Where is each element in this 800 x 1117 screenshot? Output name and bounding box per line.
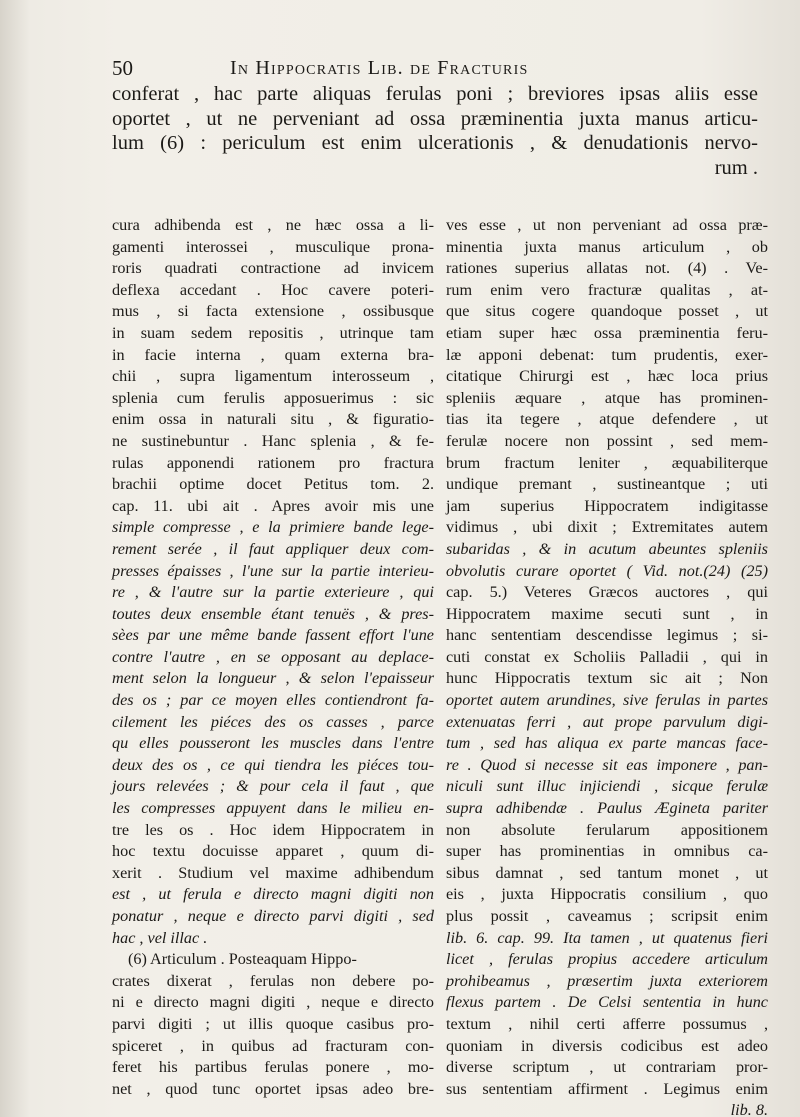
text-line: Hippocratem maxime secuti sunt , in xyxy=(446,604,768,623)
text-line: qu elles pousseront les muscles dans l'entre xyxy=(112,734,434,753)
text-line: deflexa accedant . Hoc cavere poteri- xyxy=(112,280,434,299)
text-line: cilement les piéces des os casses , parce xyxy=(112,712,434,731)
text-line: subaridas , & in acutum abeuntes spleniis xyxy=(446,539,768,558)
text-line: sibus damnat , sed tantum monet , ut xyxy=(446,863,768,882)
text-line: parvi digiti ; ut illis quoque casibus pro- xyxy=(112,1014,434,1033)
text-line: hac , vel illac . xyxy=(112,928,208,947)
text-line: citatique Chirurgi est , hæc loca prius xyxy=(446,367,768,386)
text-line: net , quod tunc oportet ipsas adeo bre- xyxy=(112,1079,434,1098)
text-line: enim ossa in naturali situ , & figuratio- xyxy=(112,410,434,429)
text-line: est , ut ferula e directo magni digiti non xyxy=(112,885,434,904)
text-line: hanc sententiam descendisse legimus ; si- xyxy=(446,626,768,645)
page-header xyxy=(112,56,772,82)
text-line: xerit . Studium vel maxime adhibendum xyxy=(112,863,434,882)
text-line: vidimus , ubi dixit ; Extremitates autem xyxy=(446,518,768,537)
text-line: in facie interna , quam externa bra- xyxy=(112,345,434,364)
text-line: prohibeamus , præsertim juxta exteriorem xyxy=(446,971,768,990)
text-line: diverse scriptum , ut contrariam pror- xyxy=(446,1058,768,1077)
text-line: crates dixerat , ferulas non debere po- xyxy=(112,971,434,990)
text-line: lib. 6. cap. 99. Ita tamen , ut quatenus fieri xyxy=(446,928,768,947)
text-line: cura adhibenda est , ne hæc ossa a li- xyxy=(112,216,434,234)
text-line: tum , sed has aliqua ex parte mancas face- xyxy=(446,734,768,753)
text-line: eis , juxta Hippocratis consilium , quo xyxy=(446,885,768,904)
text-line: contre l'autre , en se opposant au deplace- xyxy=(112,647,434,666)
text-line: etiam super hæc ossa præminentia feru- xyxy=(446,323,768,342)
text-line: obvolutis curare oportet ( Vid. not.(24) (25) xyxy=(446,561,768,580)
text-line: cap. 5.) Veteres Græcos auctores , qui xyxy=(446,583,768,602)
text-line: plus possit , caveamus ; scripsit enim xyxy=(446,907,768,925)
text-line: ponatur , neque e directo parvi digiti , sed xyxy=(112,907,434,925)
text-line: ferulæ nocere non possint , sed mem- xyxy=(446,431,768,450)
text-line: rum enim vero fracturæ qualitas , at- xyxy=(446,280,768,299)
text-line: splenia cum ferulis apposuerimus : sic xyxy=(112,388,434,407)
intro-line: lum (6) : periculum est enim ulcerationis , & denudationis nervo- xyxy=(112,132,758,154)
text-line: lib. 8. xyxy=(730,1101,768,1117)
text-line: læ apponi debenat: tum prudentis, exer- xyxy=(446,345,768,364)
text-line: spiceret , in quibus ad fracturam con- xyxy=(112,1036,434,1055)
text-line: deux des os , ce qui tiendra les piéces tou- xyxy=(112,755,434,774)
text-line: ne sustinebuntur . Hanc splenia , & fe- xyxy=(112,431,434,450)
text-line: jam superius Hippocratem indigitasse xyxy=(446,496,768,515)
text-line: supra adhibendæ . Paulus Ægineta pariter xyxy=(446,799,768,818)
text-line: tre les os . Hoc idem Hippocratem in xyxy=(112,820,434,839)
text-line: re , & l'autre sur la partie exterieure , qui xyxy=(112,583,434,602)
text-line: minentia juxta manus articulum , ob xyxy=(446,237,768,256)
running-title: In Hippocratis Lib. de Fracturis xyxy=(230,57,529,79)
text-line: niculi sunt illuc injiciendi , sicque ferulæ xyxy=(446,777,768,796)
text-line: sus sententiam affirment . Legimus enim xyxy=(446,1079,768,1098)
text-line: in suam sedem repositis , utrinque tam xyxy=(112,323,434,342)
text-line: oportet autem arundines, sive ferulas in partes xyxy=(446,691,768,710)
page-number: 50 xyxy=(112,56,133,80)
text-line: ment selon la longueur , & selon l'epaisseur xyxy=(112,669,434,688)
text-line: tias ita tegere , atque defendere , ut xyxy=(446,410,768,429)
text-line: licet , ferulas propius accedere articulum xyxy=(446,950,768,969)
text-line: cuti constat ex Scholiis Palladii , qui in xyxy=(446,647,768,666)
right-column xyxy=(446,215,768,1117)
text-line: non absolute ferularum appositionem xyxy=(446,820,768,839)
text-line: les compresses appuyent dans le milieu en- xyxy=(112,799,434,818)
text-line: textum , nihil certi afferre possumus , xyxy=(446,1014,768,1033)
text-line: extenuatas ferri , aut prope parvulum digi- xyxy=(446,712,768,731)
text-line: hoc textu docuisse apparet , quum di- xyxy=(112,842,434,861)
text-line: des os ; par ce moyen elles contiendront fa- xyxy=(112,691,434,710)
intro-line: rum . xyxy=(714,156,758,179)
text-line: ni e directo magni digiti , neque e directo xyxy=(112,993,434,1012)
text-line: que situs cogere quandoque posset , ut xyxy=(446,302,768,321)
text-line: rulas apponendi rationem pro fractura xyxy=(112,453,434,472)
text-line: undique premant , sustineantque ; uti xyxy=(446,475,768,494)
text-line: spleniis æquare , atque has prominen- xyxy=(446,388,768,407)
text-line: toutes deux ensemble étant tenuës , & pres- xyxy=(112,604,434,623)
text-line: (6) Articulum . Posteaquam Hippo- xyxy=(128,950,357,969)
text-line: hunc Hippocratis textum sic ait ; Non xyxy=(446,669,768,688)
text-line: ves esse , ut non perveniant ad ossa præ- xyxy=(446,216,768,234)
left-column xyxy=(112,215,434,1100)
text-line: rement serée , il faut appliquer deux com- xyxy=(112,539,434,558)
text-line: feret his partibus ferulas ponere , mo- xyxy=(112,1058,434,1077)
text-line: brum fractum leniter , æquabiliterque xyxy=(446,453,768,472)
text-line: mus , si facta extensione , ossibusque xyxy=(112,302,434,321)
text-line: rationes superius allatas not. (4) . Ve- xyxy=(446,259,768,278)
text-line: flexus partem . De Celsi sententia in hunc xyxy=(446,993,768,1012)
text-line: cap. 11. ubi ait . Apres avoir mis une xyxy=(112,496,434,515)
text-line: sèes par une même bande fassent effort l'une xyxy=(112,626,434,645)
text-line: presses épaisses , l'une sur la partie interieu- xyxy=(112,561,434,580)
intro-paragraph xyxy=(112,82,758,180)
text-line: brachii optime docet Petitus tom. 2. xyxy=(112,475,434,494)
text-line: super has prominentias in omnibus ca- xyxy=(446,842,768,861)
text-line: jours relevées ; & pour cela il faut , que xyxy=(112,777,434,796)
intro-line: oportet , ut ne perveniant ad ossa præminentia juxta manus articu- xyxy=(112,107,758,130)
text-line: gamenti interossei , musculique prona- xyxy=(112,237,434,256)
intro-line: conferat , hac parte aliquas ferulas poni ; breviores ipsas aliis esse xyxy=(112,83,758,105)
text-line: re . Quod si necesse sit eas imponere , pan- xyxy=(446,755,768,774)
text-line: chii , supra ligamentum interosseum , xyxy=(112,367,434,386)
text-line: roris quadrati contractione ad invicem xyxy=(112,259,434,278)
text-line: quoniam in diversis codicibus est adeo xyxy=(446,1036,768,1055)
text-line: simple compresse , e la primiere bande lege- xyxy=(112,518,434,537)
